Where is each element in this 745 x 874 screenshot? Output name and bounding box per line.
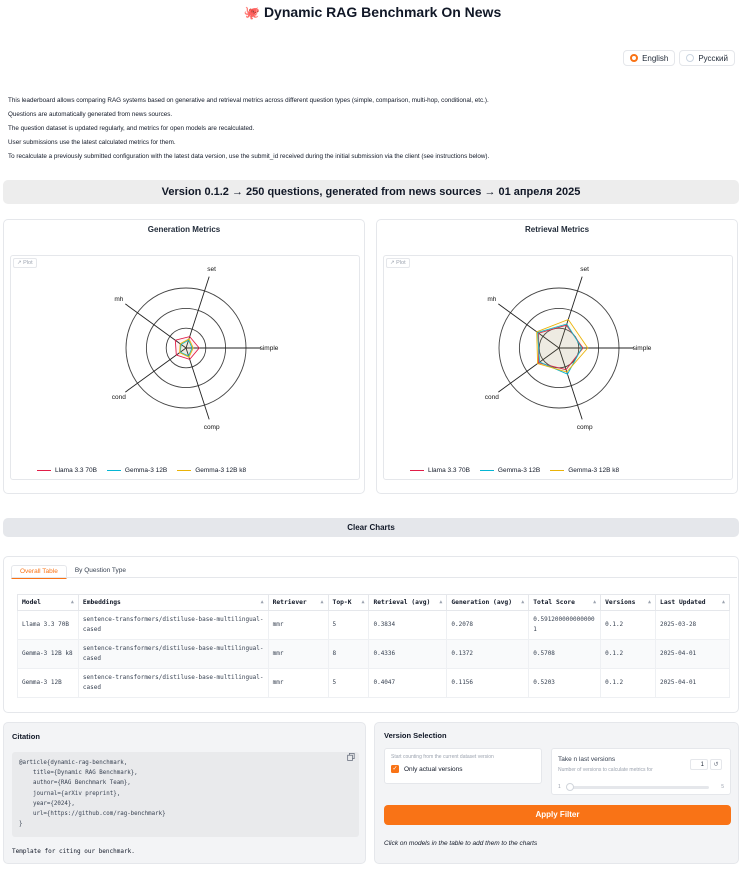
language-russian-label: Русский <box>698 53 728 63</box>
slider-handle[interactable] <box>566 783 574 791</box>
language-option-russian[interactable] <box>679 50 735 66</box>
legend-label: Gemma-3 12B <box>124 467 168 474</box>
apply-filter-button[interactable]: Apply Filter <box>384 805 731 825</box>
take-n-number-input[interactable]: 1 <box>690 759 708 770</box>
column-header-label: Total Score <box>533 599 575 606</box>
sort-icon: ▲ <box>320 599 324 605</box>
radar-axis-label: simple <box>259 345 279 352</box>
sort-icon: ▲ <box>70 599 74 605</box>
take-n-slider[interactable] <box>569 786 709 789</box>
sort-icon: ▲ <box>721 599 725 605</box>
table-cell: mmr <box>268 611 328 640</box>
table-cell: sentence-transformers/distiluse-base-multilingual-cased <box>78 611 268 640</box>
radar-series-polygon[interactable] <box>537 320 588 373</box>
radar-axis-label: cond <box>484 393 499 401</box>
radar-axis-label: mh <box>114 296 124 304</box>
version-selection-note: Click on models in the table to add them to the charts <box>384 840 538 847</box>
take-n-hint: Number of versions to calculate metrics for <box>558 767 653 773</box>
legend-item-gemma-k8[interactable] <box>550 467 619 474</box>
page-title <box>0 4 745 21</box>
radar-axis-label: set <box>580 266 589 274</box>
column-header[interactable] <box>447 595 529 611</box>
intro-line: Questions are automatically generated from news sources. <box>8 111 173 118</box>
column-header-label: Model <box>22 599 41 606</box>
generation-radar-chart[interactable] <box>11 256 361 481</box>
citation-title: Citation <box>12 732 40 741</box>
column-header[interactable] <box>18 595 79 611</box>
table-header-row <box>18 595 730 611</box>
intro-line: This leaderboard allows comparing RAG systems based on generative and retrieval metrics across different question types (simple, comparison, multi-hop, conditional, etc.). <box>8 97 489 104</box>
copy-icon[interactable] <box>347 753 355 761</box>
take-n-versions-group <box>551 748 731 795</box>
table-cell: Llama 3.3 70B <box>18 611 79 640</box>
table-cell: 0.2078 <box>447 611 529 640</box>
table-tabs <box>11 565 134 579</box>
legend-item-gemma[interactable] <box>480 467 540 474</box>
sort-icon: ▲ <box>439 599 443 605</box>
column-header-label: Top-K <box>332 599 352 606</box>
radio-selected-icon <box>630 54 638 62</box>
page-title-text: Dynamic RAG Benchmark On News <box>263 4 502 20</box>
plot-tag: ↗ Plot <box>386 258 410 268</box>
sort-icon: ▲ <box>593 599 597 605</box>
legend-label: Llama 3.3 70B <box>55 467 97 474</box>
tab-by-question-type[interactable]: By Question Type <box>74 567 127 574</box>
table-cell: 0.4336 <box>369 640 447 669</box>
tab-overall-table[interactable]: Overall Table <box>11 565 67 579</box>
table-cell: 2025-04-01 <box>656 640 730 669</box>
retrieval-plot-area <box>383 255 733 480</box>
column-header-label: Generation (avg) <box>451 599 513 606</box>
legend-swatch <box>107 470 121 472</box>
reset-icon[interactable]: ↺ <box>710 759 722 770</box>
checkbox-checked-icon: ✓ <box>392 766 398 772</box>
legend-swatch <box>410 470 424 472</box>
table-cell: mmr <box>268 669 328 698</box>
legend-item-llama[interactable] <box>37 467 97 474</box>
sort-icon: ▲ <box>521 599 525 605</box>
radar-axis-label: comp <box>203 423 220 431</box>
retrieval-metrics-title: Retrieval Metrics <box>524 225 590 234</box>
plot-tag-label: Plot <box>23 260 33 266</box>
only-actual-versions-label: Only actual versions <box>404 765 463 773</box>
only-actual-versions-checkbox[interactable] <box>385 765 541 773</box>
legend-label: Gemma-3 12B k8 <box>195 467 247 474</box>
generation-plot-area <box>10 255 360 480</box>
column-header[interactable] <box>529 595 601 611</box>
table-cell: sentence-transformers/distiluse-base-multilingual-cased <box>78 640 268 669</box>
legend-swatch <box>177 470 191 472</box>
language-selector <box>623 50 735 66</box>
intro-line: To recalculate a previously submitted configuration with the latest data version, use the submit_id received during the initial submission via the client (see instructions below). <box>8 153 490 160</box>
column-header[interactable] <box>369 595 447 611</box>
radar-axis-label: mh <box>487 296 497 304</box>
version-selection-panel <box>374 722 739 864</box>
clear-charts-button[interactable]: Clear Charts <box>3 518 739 537</box>
language-english-label: English <box>642 53 669 63</box>
table-row[interactable] <box>18 669 730 698</box>
column-header[interactable] <box>268 595 328 611</box>
version-selection-title: Version Selection <box>384 731 447 740</box>
column-header-label: Retriever <box>272 599 307 606</box>
table-cell: 0.1372 <box>447 640 529 669</box>
take-n-label: Take n last versions <box>558 756 616 763</box>
retrieval-legend <box>410 467 619 474</box>
legend-label: Llama 3.3 70B <box>428 467 470 474</box>
citation-code: @article{dynamic-rag-benchmark, title={Dynamic RAG Benchmark}, author={RAG Benchmark Team}, journal={arXiv preprint}, year={2024}, url={https://github.com/rag-benchmark} } <box>12 752 359 837</box>
radio-unselected-icon <box>686 54 694 62</box>
leaderboard-table <box>17 594 730 698</box>
language-option-english[interactable] <box>623 50 675 66</box>
column-header-label: Retrieval (avg) <box>373 599 431 606</box>
slider-max-label: 5 <box>721 784 724 790</box>
table-cell: 5 <box>328 611 369 640</box>
table-cell: Gemma-3 12B <box>18 669 79 698</box>
table-cell: 0.1156 <box>447 669 529 698</box>
legend-item-gemma-k8[interactable] <box>177 467 246 474</box>
column-header-label: Embeddings <box>82 599 121 606</box>
radar-axis-label: cond <box>111 393 126 401</box>
table-cell: 2025-04-01 <box>656 669 730 698</box>
radar-axis-label: comp <box>576 423 593 431</box>
retrieval-metrics-panel <box>376 219 738 494</box>
table-cell: 0.5708 <box>529 640 601 669</box>
sort-icon: ▲ <box>260 599 264 605</box>
column-header[interactable] <box>656 595 730 611</box>
slider-min-label: 1 <box>558 784 561 790</box>
citation-note: Template for citing our benchmark. <box>12 848 135 855</box>
table-cell: 0.4047 <box>369 669 447 698</box>
column-header[interactable] <box>78 595 268 611</box>
column-header[interactable] <box>328 595 369 611</box>
legend-item-llama[interactable] <box>410 467 470 474</box>
radar-axis-label: simple <box>632 345 652 352</box>
table-cell: 0.1.2 <box>601 611 656 640</box>
table-cell: 8 <box>328 640 369 669</box>
legend-label: Gemma-3 12B <box>497 467 541 474</box>
generation-legend <box>37 467 246 474</box>
octopus-logo-icon: 🐙 <box>243 5 260 20</box>
table-cell: 2025-03-28 <box>656 611 730 640</box>
radar-axis-label: set <box>207 266 216 274</box>
legend-swatch <box>550 470 564 472</box>
table-cell: mmr <box>268 640 328 669</box>
table-cell: 0.5203 <box>529 669 601 698</box>
table-cell: 0.3834 <box>369 611 447 640</box>
sort-icon: ▲ <box>648 599 652 605</box>
table-cell: Gemma-3 12B k8 <box>18 640 79 669</box>
column-header[interactable] <box>601 595 656 611</box>
only-actual-versions-group <box>384 748 542 784</box>
generation-metrics-title: Generation Metrics <box>147 225 221 234</box>
generation-metrics-panel <box>3 219 365 494</box>
retrieval-radar-chart[interactable] <box>384 256 734 481</box>
table-cell: 5 <box>328 669 369 698</box>
citation-panel <box>3 722 366 864</box>
start-counting-label: Start counting from the current dataset version <box>391 754 494 760</box>
version-banner: Version 0.1.2 → 250 questions, generated from news sources → 01 апреля 2025 <box>3 180 739 204</box>
table-cell: 0.1.2 <box>601 640 656 669</box>
table-row[interactable] <box>18 640 730 669</box>
legend-swatch <box>480 470 494 472</box>
table-cell: 0.5912000000000001 <box>529 611 601 640</box>
column-header-label: Last Updated <box>660 599 706 606</box>
table-row[interactable] <box>18 611 730 640</box>
table-cell: 0.1.2 <box>601 669 656 698</box>
legend-label: Gemma-3 12B k8 <box>568 467 620 474</box>
legend-swatch <box>37 470 51 472</box>
legend-item-gemma[interactable] <box>107 467 167 474</box>
intro-line: User submissions use the latest calculated metrics for them. <box>8 139 176 146</box>
plot-tag: ↗ Plot <box>13 258 37 268</box>
intro-line: The question dataset is updated regularly, and metrics for open models are recalculated. <box>8 125 255 132</box>
intro-text <box>8 94 738 164</box>
column-header-label: Versions <box>605 599 636 606</box>
table-cell: sentence-transformers/distiluse-base-multilingual-cased <box>78 669 268 698</box>
plot-tag-label: Plot <box>396 260 406 266</box>
sort-icon: ▲ <box>361 599 365 605</box>
